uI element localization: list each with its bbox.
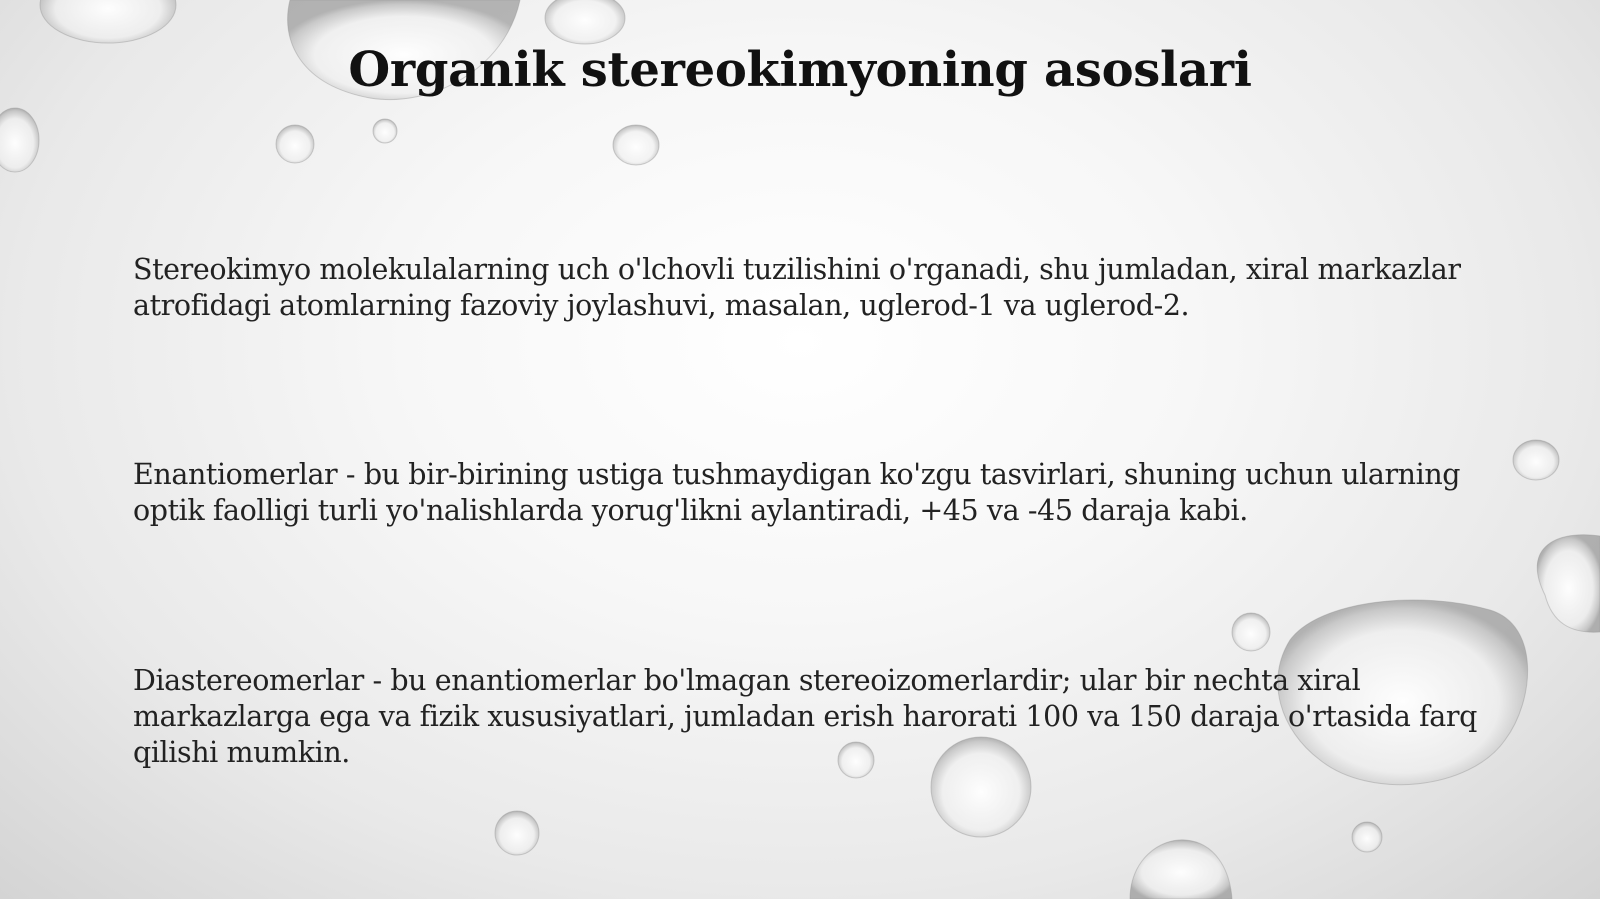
paragraph-stereochemistry: Stereokimyo molekulalarning uch o'lchovli tuzilishini o'rganadi, shu jumladan, xiral markazlar atrofidagi atomlarning fazoviy joylashuvi, masalan, uglerod-1 va uglerod-2.: [133, 253, 1461, 322]
slide-title: Organik stereokimyoning asoslari: [348, 42, 1252, 98]
paragraph-diastereomers: Diastereomerlar - bu enantiomerlar bo'lmagan stereoizomerlardir; ular bir nechta xiral markazlarga ega va fizik xususiyatlari, jumladan erish harorati 100 va 150 daraja o'rtasida farq qilishi mumkin.: [133, 664, 1477, 769]
paragraph-enantiomers: Enantiomerlar - bu bir-birining ustiga tushmaydigan ko'zgu tasvirlari, shuning uchun ularning optik faolligi turli yo'nalishlarda yorug'likni aylantiradi, +45 va -45 daraja kabi.: [133, 458, 1461, 527]
